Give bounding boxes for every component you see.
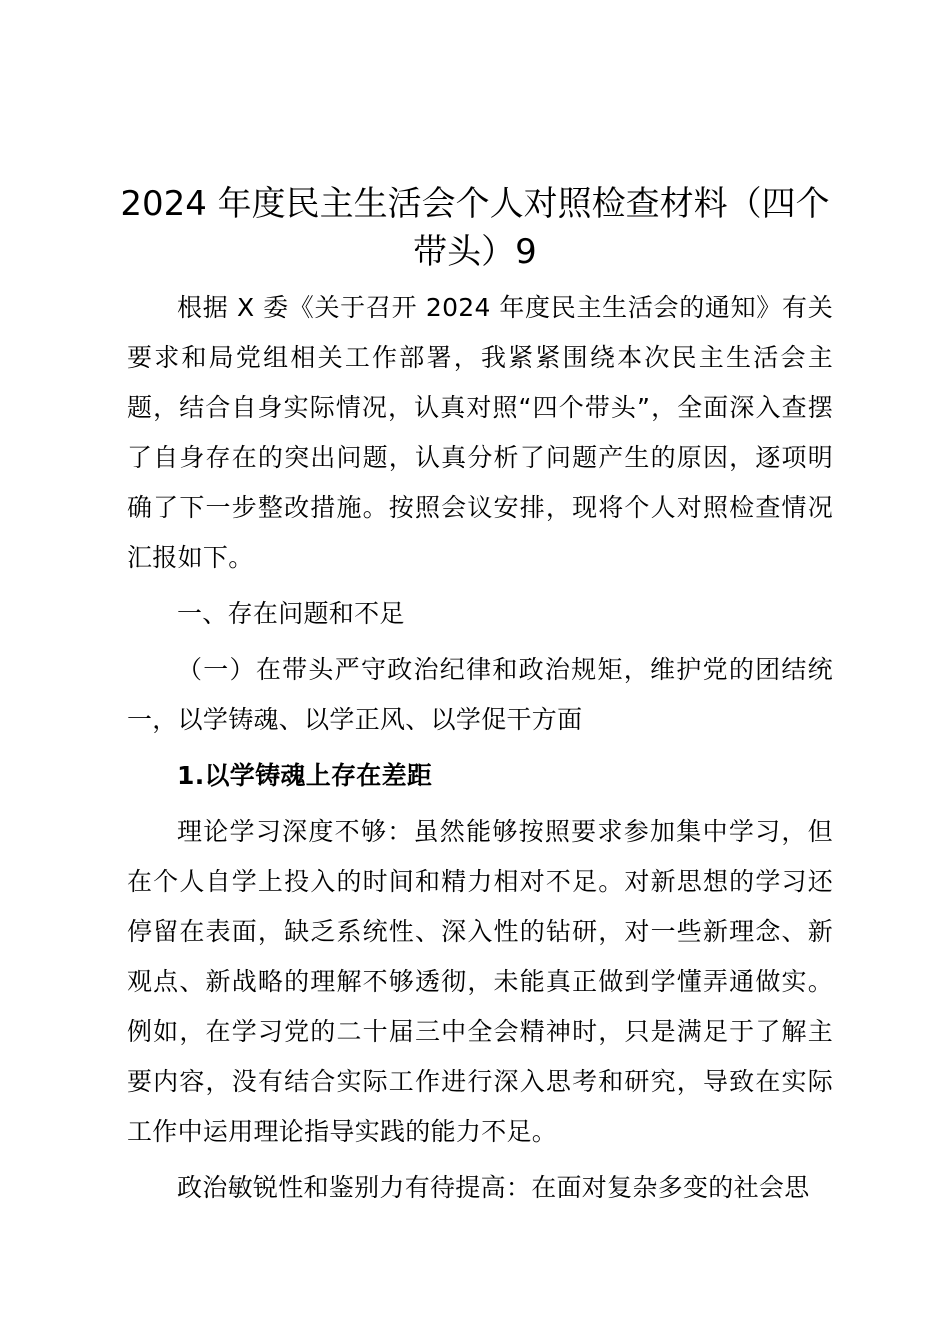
- intro-paragraph: 根据 X 委《关于召开 2024 年度民主生活会的通知》有关要求和局党组相关工作部署，我紧紧围绕本次民主生活会主题，结合自身实际情况，认真对照“四个带头”，全面深入查摆了自身存在的突出问题，认真分析了问题产生的原因，逐项明确了下一步整改措施。按照会议安排，现将个人对照检查情况汇报如下。: [127, 293, 833, 572]
- document-body: [127, 283, 833, 1219]
- subsection-heading: （一）在带头严守政治纪律和政治规矩，维护党的团结统一，以学铸魂、以学正风、以学促干方面: [127, 655, 833, 734]
- body-paragraph: 政治敏锐性和鉴别力有待提高：在面对复杂多变的社会思: [177, 1173, 810, 1202]
- point-heading: 1.以学铸魂上存在差距: [177, 761, 433, 790]
- section-heading: 一、存在问题和不足: [177, 599, 405, 628]
- body-paragraph: 理论学习深度不够：虽然能够按照要求参加集中学习，但在个人自学上投入的时间和精力相对不足。对新思想的学习还停留在表面，缺乏系统性、深入性的钻研，对一些新理念、新观点、新战略的理解不够透彻，未能真正做到学懂弄通做实。例如，在学习党的二十届三中全会精神时，只是满足于了解主要内容，没有结合实际工作进行深入思考和研究，导致在实际工作中运用理论指导实践的能力不足。: [127, 817, 833, 1146]
- document-title: 2024 年度民主生活会个人对照检查材料（四个带头）9: [120, 184, 830, 272]
